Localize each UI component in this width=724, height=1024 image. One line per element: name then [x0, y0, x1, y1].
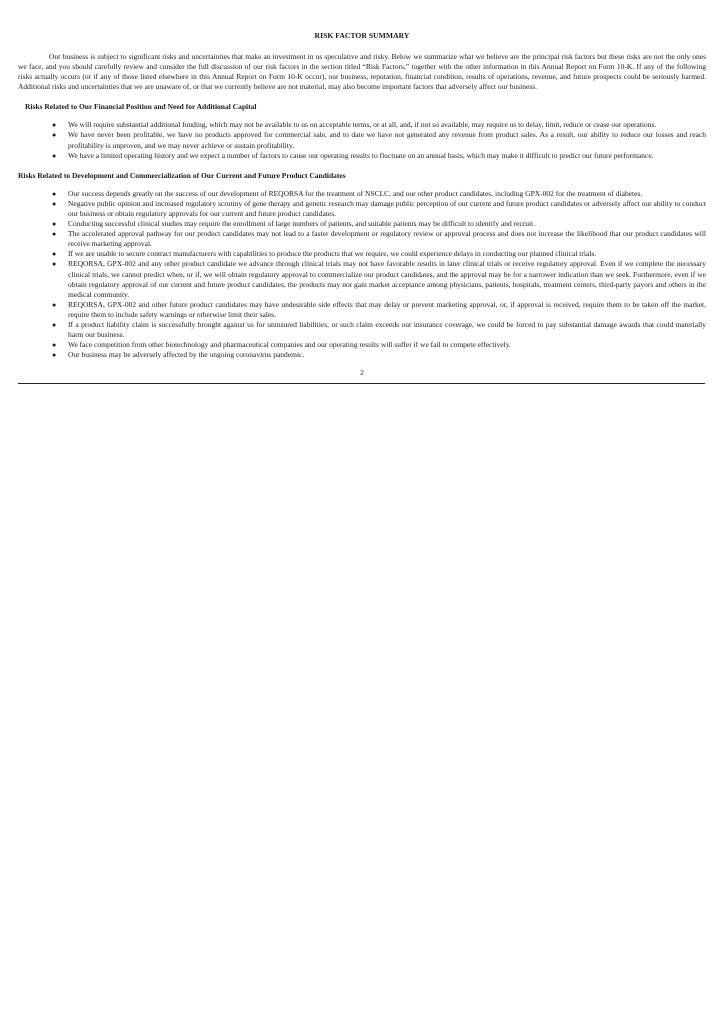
- bullet-icon: ●: [52, 250, 57, 259]
- document-page: [18, 0, 706, 384]
- list-item: [18, 350, 706, 360]
- list-item: [18, 229, 706, 249]
- list-item: [18, 340, 706, 350]
- list-item-text: We will require substantial additional funding, which may not be available to us on acceptable terms, or at all, and, if not so available, may require us to delay, limit, reduce or cease our operations.: [68, 120, 657, 130]
- list-item: [18, 199, 706, 219]
- bullet-icon: ●: [52, 189, 57, 198]
- list-item-text: Conducting successful clinical studies may require the enrollment of large numbers of patients, and suitable patients may be difficult to identify and recruit.: [68, 219, 536, 229]
- list-item-text: The accelerated approval pathway for our product candidates may not lead to a faster development or regulatory review or approval process and does not increase the likelihood that our product candidates will receive marketing approval.: [68, 229, 706, 249]
- bullet-icon: ●: [52, 131, 57, 140]
- development-risks-heading: Risks Related to Development and Commercialization of Our Current and Future Product Candidates: [18, 170, 346, 180]
- bullet-icon: ●: [52, 151, 57, 160]
- list-item: [18, 300, 706, 320]
- list-item-text: If a product liability claim is successfully brought against us for uninsured liabilities, or such claim exceeds our insurance coverage, we could be forced to pay substantial damage awards that could materially harm our business.: [68, 319, 706, 340]
- bullet-icon: ●: [52, 121, 57, 130]
- list-item-text: We face competition from other biotechnology and pharmaceutical companies and our operating results will suffer if we fail to compete effectively.: [68, 340, 511, 350]
- list-item-text: Negative public opinion and increased regulatory scrutiny of gene therapy and genetic research may damage public perception of our current and future product candidates or adversely affect our ability to conduct our business or obtain regulatory approvals for our current and future product candidates.: [68, 198, 706, 218]
- bullet-icon: ●: [52, 341, 57, 350]
- page-number: 2: [360, 368, 364, 378]
- page-title: RISK FACTOR SUMMARY: [314, 31, 410, 40]
- bullet-icon: ●: [52, 260, 57, 269]
- bullet-icon: ●: [52, 199, 57, 208]
- financial-risks-heading: Risks Related to Our Financial Position and Need for Additional Capital: [25, 102, 257, 112]
- list-item: [18, 189, 706, 199]
- bullet-icon: ●: [52, 230, 57, 239]
- list-item-text: If we are unable to secure contract manufacturers with capabilities to produce the products that we require, we could experience delays in conducting our planned clinical trials.: [68, 249, 597, 259]
- list-item: [18, 259, 706, 299]
- financial-risks-section: [18, 102, 706, 160]
- bullet-icon: ●: [52, 351, 57, 360]
- page-bottom-rule: [18, 383, 705, 384]
- intro-paragraph: Our business is subject to significant risks and uncertainties that make an investment in us speculative and risky. Below we summarize what we believe are the principal risk factors but these risks are not the only ones we face, and you should carefully review and consider the full discussion of our risk factors in the section titled “Risk Factors,” together with the other information in this Annual Report on Form 10-K. If any of the following risks actually occurs (or if any of those listed elsewhere in this Annual Report on Form 10-K occur), our business, reputation, financial condition, results of operations, revenue, and future prospects could be seriously harmed. Additional risks and uncertainties that we are unaware of, or that we currently believe are not material, may also become important factors that adversely affect our business.: [18, 52, 706, 92]
- list-item-text: REQORSA, GPX-002 and other future product candidates may have undesirable side effects that may delay or prevent marketing approval, or, if approval is received, require them to be taken off the market, require them to include safety warnings or otherwise limit their sales.: [68, 299, 706, 319]
- list-item: [18, 320, 706, 340]
- list-item-text: Our business may be adversely affected by the ongoing coronavirus pandemic.: [68, 350, 305, 360]
- list-item-text: REQORSA, GPX-002 and any other product candidate we advance through clinical trials may not have favorable results in later clinical trials or receive regulatory approval. Even if we complete the necessary clinical trials, we cannot predict when, or if, we will obtain regulatory approval to commercialize our product candidates, and the approval may be for a narrower indication than we seek. Furthermore, even if we obtain regulatory approval of our current and future product candidates, the products may not gain market acceptance among physicians, patients, hospitals, treatment centers, third-party payors and others in the medical community.: [68, 259, 706, 299]
- list-item-text: Our success depends greatly on the success of our development of REQORSA for the treatment of NSCLC, and our other product candidates, including GPX-002 for the treatment of diabetes.: [68, 188, 643, 198]
- list-item: [18, 130, 706, 150]
- bullet-icon: ●: [52, 220, 57, 229]
- bullet-icon: ●: [52, 320, 57, 329]
- development-risks-list: [18, 189, 706, 361]
- bullet-icon: ●: [52, 300, 57, 309]
- financial-risks-list: [18, 120, 706, 160]
- list-item: [18, 120, 706, 130]
- list-item-text: We have never been profitable, we have no products approved for commercial sale, and to date we have not generated any revenue from product sales. As a result, our ability to reduce our losses and reach profitability is unproven, and we may never achieve or sustain profitability.: [68, 130, 706, 150]
- list-item: [18, 249, 706, 259]
- list-item: [18, 151, 706, 161]
- development-risks-section: [18, 171, 706, 361]
- list-item-text: We have a limited operating history and we expect a number of factors to cause our operating results to fluctuate on an annual basis, which may make it difficult to predict our future performance.: [68, 150, 654, 160]
- list-item: [18, 219, 706, 229]
